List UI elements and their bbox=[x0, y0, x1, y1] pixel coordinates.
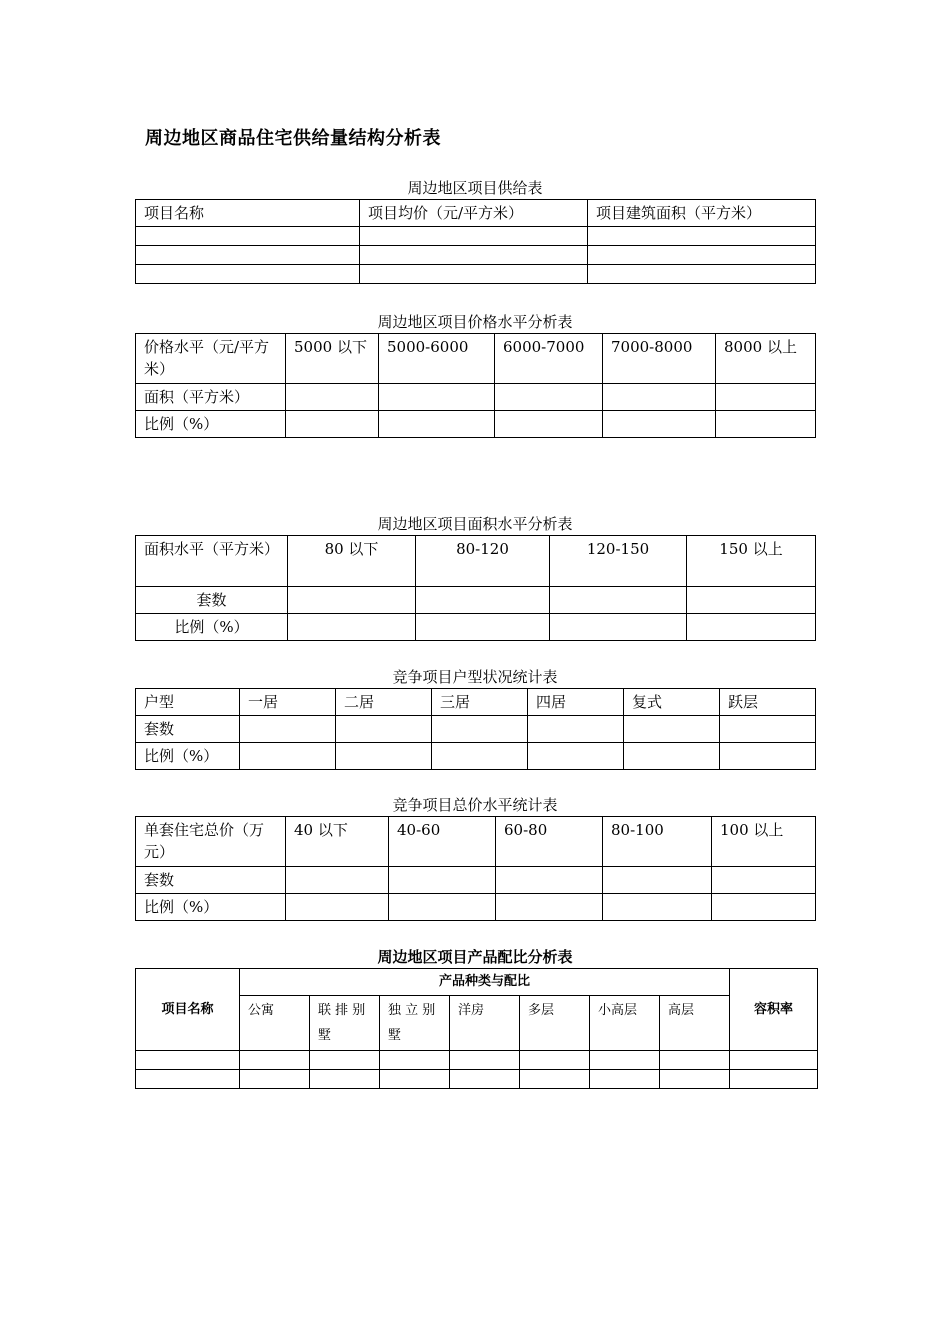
area-level-table bbox=[135, 535, 816, 641]
header-range: 6000-7000 bbox=[495, 334, 603, 384]
row-label-ratio: 比例（%） bbox=[136, 894, 286, 921]
header-price-level: 价格水平（元/平方米） bbox=[136, 334, 286, 384]
page-title: 周边地区商品住宅供给量结构分析表 bbox=[145, 128, 441, 149]
table-row bbox=[136, 743, 816, 770]
header-range: 80-100 bbox=[603, 817, 712, 867]
header-project-name: 项目名称 bbox=[136, 969, 240, 1051]
header-range: 80-120 bbox=[416, 536, 550, 587]
header-plot-ratio: 容积率 bbox=[730, 969, 818, 1051]
table-row bbox=[136, 384, 816, 411]
table-row bbox=[136, 1051, 818, 1070]
table-row bbox=[136, 411, 816, 438]
price-level-table bbox=[135, 333, 816, 438]
layout-table-caption: 竞争项目户型状况统计表 bbox=[392, 668, 558, 686]
header-range: 7000-8000 bbox=[603, 334, 716, 384]
header-garden-house: 洋房 bbox=[450, 996, 520, 1051]
row-label-ratio: 比例（%） bbox=[136, 411, 286, 438]
table-row bbox=[136, 227, 816, 246]
header-mid-rise: 小高层 bbox=[590, 996, 660, 1051]
header-project-name: 项目名称 bbox=[136, 200, 360, 227]
header-floor-area: 项目建筑面积（平方米） bbox=[588, 200, 816, 227]
table-row bbox=[136, 867, 816, 894]
header-range: 40-60 bbox=[389, 817, 496, 867]
table-row bbox=[136, 614, 816, 641]
product-mix-table-caption: 周边地区项目产品配比分析表 bbox=[377, 948, 573, 966]
header-range: 8000 以上 bbox=[716, 334, 816, 384]
unit-type-table bbox=[135, 688, 816, 770]
header-duplex: 复式 bbox=[624, 689, 720, 716]
table-row bbox=[136, 265, 816, 284]
table-row bbox=[136, 716, 816, 743]
header-product-types: 产品种类与配比 bbox=[240, 969, 730, 996]
header-detached-villa: 独 立 别墅 bbox=[380, 996, 450, 1051]
header-one-room: 一居 bbox=[240, 689, 336, 716]
product-mix-table bbox=[135, 968, 818, 1089]
table-row bbox=[136, 1070, 818, 1089]
header-range: 80 以下 bbox=[288, 536, 416, 587]
row-label-count: 套数 bbox=[136, 716, 240, 743]
supply-table-caption: 周边地区项目供给表 bbox=[407, 179, 543, 197]
header-range: 5000-6000 bbox=[379, 334, 495, 384]
header-two-room: 二居 bbox=[336, 689, 432, 716]
price-table-caption: 周边地区项目价格水平分析表 bbox=[377, 313, 573, 331]
header-loft: 跃层 bbox=[720, 689, 816, 716]
header-range: 5000 以下 bbox=[286, 334, 379, 384]
header-range: 150 以上 bbox=[687, 536, 816, 587]
row-label-ratio: 比例（%） bbox=[136, 743, 240, 770]
total-price-table-caption: 竞争项目总价水平统计表 bbox=[392, 796, 558, 814]
total-price-table bbox=[135, 816, 816, 921]
header-three-room: 三居 bbox=[432, 689, 528, 716]
header-unit-type: 户型 bbox=[136, 689, 240, 716]
header-apartment: 公寓 bbox=[240, 996, 310, 1051]
header-range: 100 以上 bbox=[712, 817, 816, 867]
supply-table bbox=[135, 199, 816, 284]
table-row bbox=[136, 894, 816, 921]
row-label-count: 套数 bbox=[136, 587, 288, 614]
header-total-price: 单套住宅总价（万元） bbox=[136, 817, 286, 867]
header-four-room: 四居 bbox=[528, 689, 624, 716]
header-area-level: 面积水平（平方米） bbox=[136, 536, 288, 587]
area-table-caption: 周边地区项目面积水平分析表 bbox=[377, 515, 573, 533]
header-townhouse: 联 排 别墅 bbox=[310, 996, 380, 1051]
header-avg-price: 项目均价（元/平方米） bbox=[360, 200, 588, 227]
header-range: 120-150 bbox=[550, 536, 687, 587]
row-label-area: 面积（平方米） bbox=[136, 384, 286, 411]
header-range: 40 以下 bbox=[286, 817, 389, 867]
row-label-ratio: 比例（%） bbox=[136, 614, 288, 641]
header-high-rise: 高层 bbox=[660, 996, 730, 1051]
table-row bbox=[136, 587, 816, 614]
table-row bbox=[136, 246, 816, 265]
row-label-count: 套数 bbox=[136, 867, 286, 894]
header-multi-storey: 多层 bbox=[520, 996, 590, 1051]
header-range: 60-80 bbox=[496, 817, 603, 867]
